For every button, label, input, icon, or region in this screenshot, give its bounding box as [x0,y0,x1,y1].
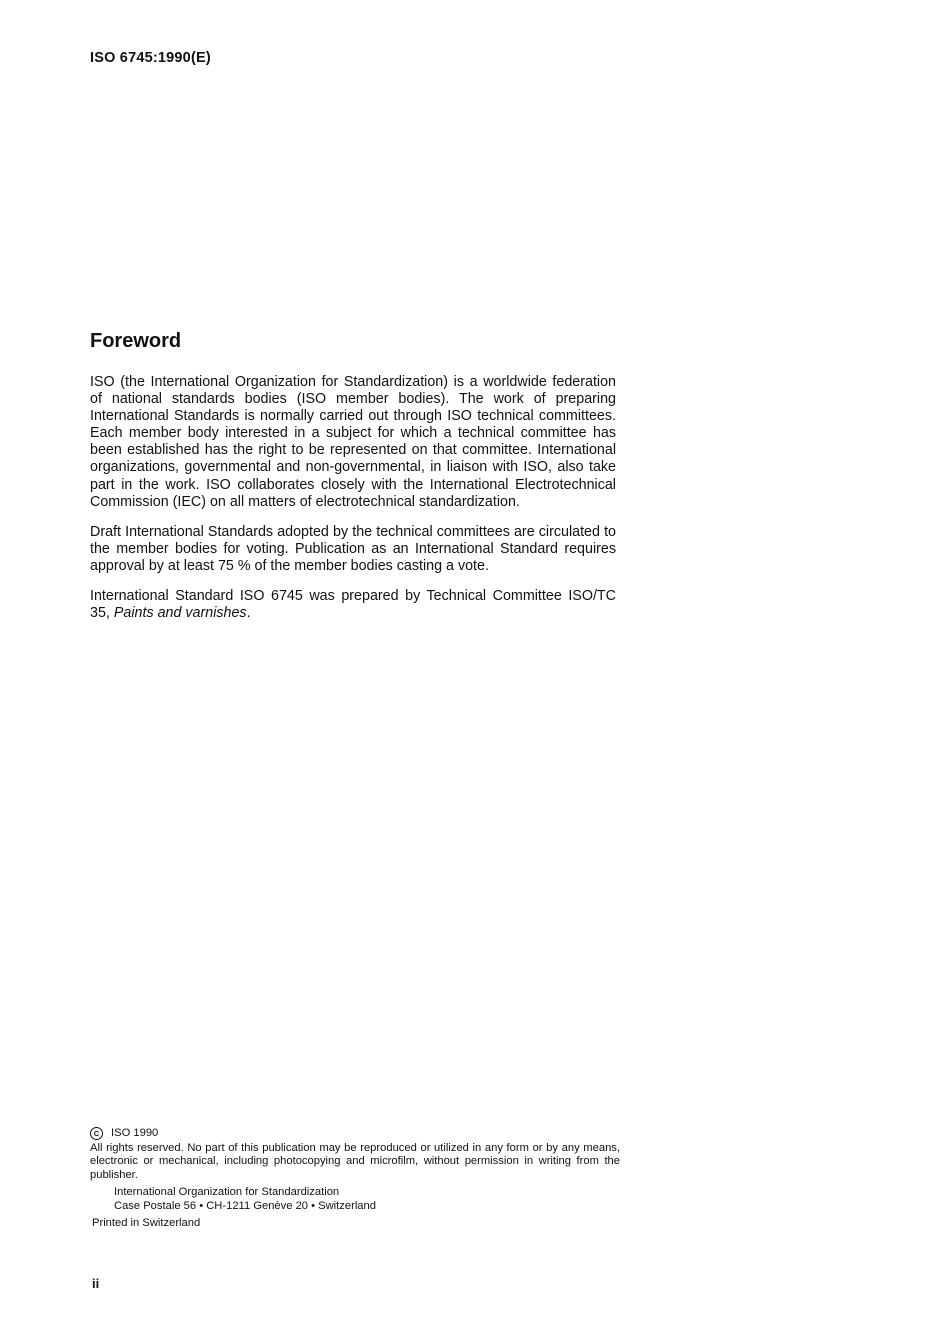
copyright-notice [90,1127,620,1141]
foreword-body [90,374,616,635]
copyright-icon: C [90,1127,103,1140]
publisher-postal-address: Case Postale 56 • CH-1211 Genève 20 • Switzerland [114,1199,376,1212]
publisher-address [114,1186,620,1213]
publisher-name: International Organization for Standardization [114,1186,340,1198]
foreword-heading: Foreword [90,330,182,352]
rights-statement: All rights reserved. No part of this publication may be reproduced or utilized in any form or by any means, electronic or mechanical, including photocopying and microfilm, without permission in writing from the publisher. [90,1141,620,1181]
copyright-text: ISO 1990 [111,1127,159,1139]
page-number: ii [92,1276,100,1291]
printed-location: Printed in Switzerland [92,1217,201,1229]
foreword-paragraph-2: Draft International Standards adopted by the technical committees are circulated to the member bodies for voting. Publication as an International Standard requires approval by at least 75 % of the member bodies casting a vote. [90,523,616,574]
committee-title: Paints and varnishes [113,605,247,622]
copyright-block [90,1127,620,1231]
document-id: ISO 6745:1990(E) [90,50,211,66]
foreword-paragraph-3 [90,588,616,622]
foreword-paragraph-1: ISO (the International Organization for Standardization) is a worldwide federation of national standards bodies (ISO member bodies). The work of preparing International Standards is normally carried out through ISO technical committees. Each member body interested in a subject for which a technical committee has been established has the right to be represented on that committee. International organizations, governmental and non-governmental, in liaison with ISO, also take part in the work. ISO collaborates closely with the International Electrotechnical Commission (IEC) on all matters of electrotechnical standardization. [90,374,616,510]
paragraph-3-prefix: International Standard ISO 6745 was prepared by Technical Committee ISO/TC 35, [90,588,616,622]
paragraph-3-suffix: . [246,605,251,622]
